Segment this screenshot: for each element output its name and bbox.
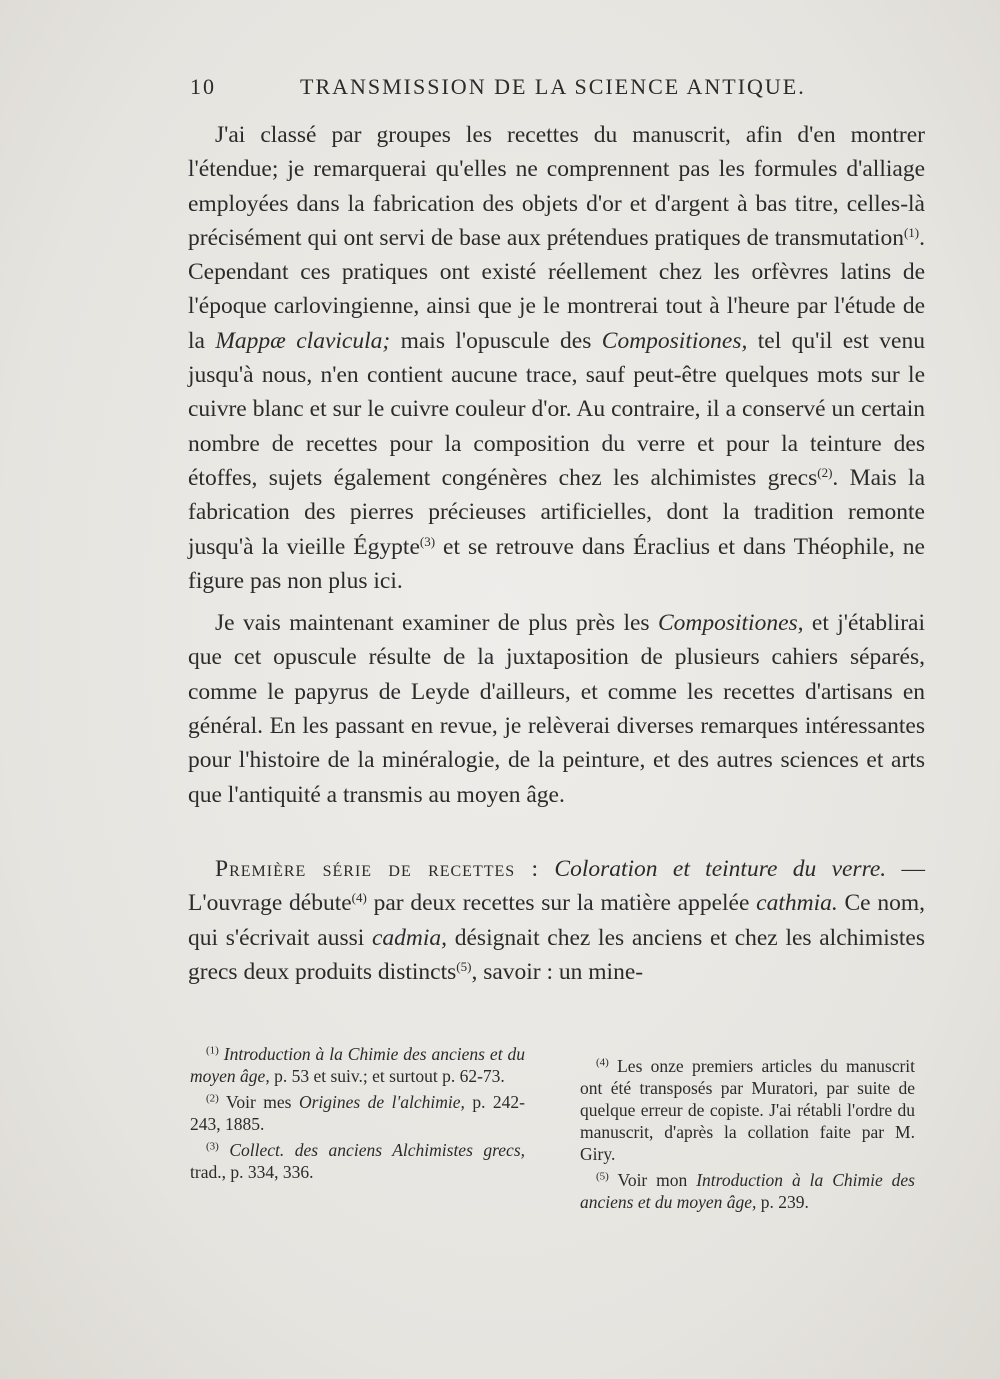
text-run: J'ai classé par groupes les recettes du manuscrit, afin d'en montrer l'étendue; je remarquerai qu'elles ne comprennent pas les formules d'alliage employées dans la fabrication des objets d'or et d'argent à bas titre, celles-là précisément qui ont servi de base aux prétendues pratiques de transmutation: [188, 122, 925, 251]
italic-run: cadmia,: [371, 924, 448, 951]
footnote-ref-2: (2): [817, 465, 833, 481]
italic-run: Compositiones,: [657, 610, 804, 637]
paragraph-2: [188, 606, 925, 812]
section-subject: Coloration et teinture du verre.: [554, 855, 887, 882]
footnote-ref-5: (5): [456, 959, 472, 975]
footnote-4: [580, 1055, 915, 1165]
page-number: 10: [190, 74, 216, 99]
footnote-ref-3: (3): [419, 533, 436, 549]
footnote-ref-1: (1): [903, 225, 920, 241]
footnote-2: [190, 1091, 525, 1135]
text-run: , savoir : un mine-: [471, 958, 644, 985]
text-run: — L'ouvrage débute: [188, 855, 926, 917]
text-run: Les onze premiers articles du manuscrit ont été transposés par Muratori, par suite de quelque erreur de copiste. J'ai rétabli l'ordre du manuscrit, d'après la collation faite par M. Giry.: [580, 1056, 916, 1164]
italic-run: Origines de l'alchimie,: [298, 1092, 465, 1112]
main-text: [188, 118, 925, 989]
text-run: . Mais la fabrication des pierres précieuses artificielles, dont la tradition remonte jusqu'à la vieille Égypte: [188, 464, 926, 560]
text-run: désignait chez les anciens et chez les alchimistes grecs deux produits distincts: [188, 924, 925, 985]
footnote-column-right: [580, 1055, 915, 1217]
italic-run: Introduction à la Chimie des anciens et du moyen âge,: [580, 1170, 915, 1212]
text-run: p. 53 et suiv.; et surtout p. 62-73.: [269, 1066, 505, 1086]
text-run: Voir mon: [617, 1170, 697, 1190]
text-run: et se retrouve dans Éraclius et dans Théophile, ne figure pas non plus ici.: [188, 533, 925, 594]
italic-run: Introduction à la Chimie des anciens et du moyen âge,: [190, 1044, 525, 1086]
text-run: Voir mes: [225, 1092, 299, 1112]
footnote-mark: (3): [206, 1140, 219, 1153]
text-run: par deux recettes sur la matière appelée: [366, 890, 757, 917]
footnote-mark: (1): [206, 1044, 219, 1057]
italic-run: Collect. des anciens Alchimistes grecs,: [229, 1140, 526, 1160]
footnote-column-left: [190, 1043, 525, 1187]
footnote-mark: (2): [206, 1092, 219, 1105]
running-title: TRANSMISSION DE LA SCIENCE ANTIQUE.: [300, 74, 806, 99]
text-run: p. 242-243, 1885.: [190, 1092, 526, 1134]
footnote-5: [580, 1169, 915, 1213]
italic-run: cathmia.: [756, 890, 838, 917]
text-run: mais l'opuscule des: [390, 327, 602, 354]
section-heading: Première série de recettes :: [215, 855, 540, 882]
footnotes: [190, 1043, 925, 1263]
italic-run: Compositiones,: [601, 327, 748, 354]
paragraph-3: [188, 852, 925, 989]
text-run: p. 239.: [756, 1192, 809, 1212]
text-run: tel qu'il est venu jusqu'à nous, n'en contient aucune trace, sauf peut-être quelques mots sur le cuivre blanc et sur le cuivre couleur d'or. Au contraire, il a conservé un certain nombre de recettes pour la composition du verre et pour la teinture des étoffes, sujets également congénères chez les alchimistes grecs: [188, 327, 925, 491]
footnote-1: [190, 1043, 525, 1087]
italic-run: Mappæ clavicula;: [215, 327, 391, 354]
footnote-ref-4: (4): [351, 890, 367, 906]
text-run: Ce nom, qui s'écrivait aussi: [188, 890, 926, 951]
text-run: et j'établirai que cet opuscule résulte de la juxtaposition de plusieurs cahiers séparés, comme le papyrus de Leyde d'ailleurs, et comme les recettes d'artisans en général. En les passant en revue, je relèverai diverses remarques intéressantes pour l'histoire de la minéralogie, de la peinture, et des autres sciences et arts que l'antiquité a transmis au moyen âge.: [188, 610, 925, 808]
text-run: trad., p. 334, 336.: [190, 1162, 314, 1182]
footnote-mark: (5): [596, 1170, 609, 1183]
page-header: [190, 74, 925, 110]
paragraph-1: [188, 118, 925, 598]
text-run: . Cependant ces pratiques ont existé réellement chez les orfèvres latins de l'époque carlovingienne, ainsi que je le montrerai tout à l'heure par l'étude de la: [188, 224, 925, 354]
footnote-mark: (4): [596, 1056, 609, 1069]
text-run: Je vais maintenant examiner de plus près les: [215, 610, 658, 637]
footnote-3: [190, 1139, 525, 1183]
